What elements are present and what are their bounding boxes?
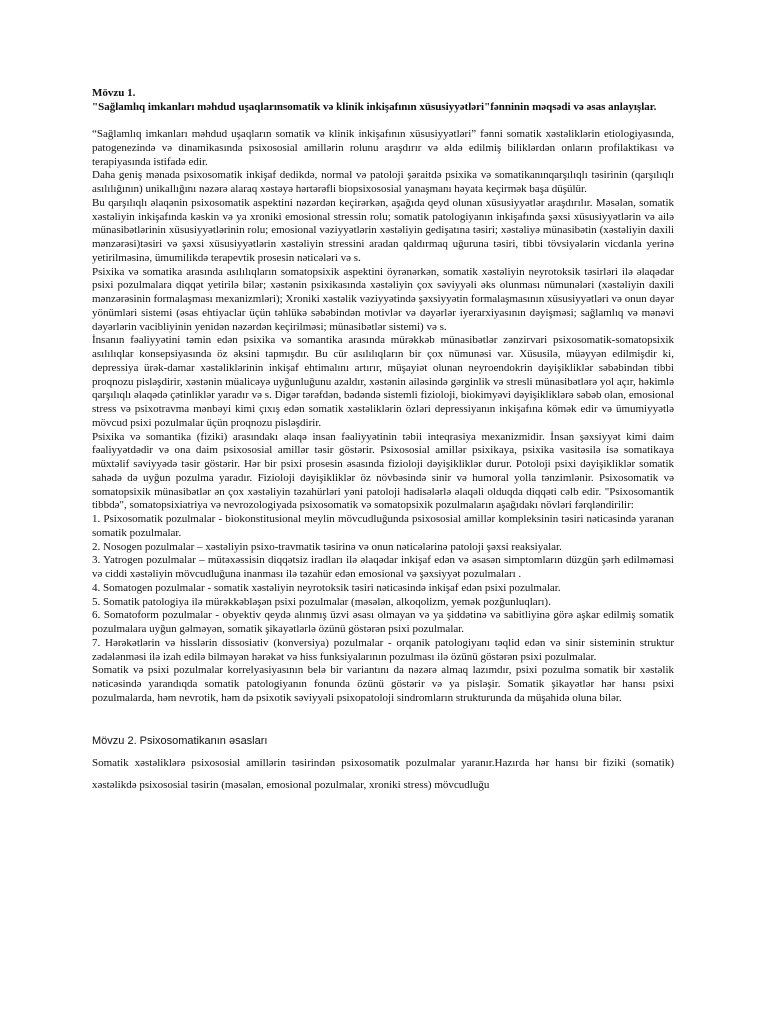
list-item: 5. Somatik patologiya ilə mürəkkəbləşən psixi pozulmalar (məsələn, alkoqolizm, yemək pozğunluqları). [92, 595, 551, 608]
list-item: 1. Psixosomatik pozulmalar - biokonstitusional meylin mövcudluğunda psixososial amillər kompleksinin təsiri nəticəsində yaranan somatik pozulmalar. [92, 513, 674, 539]
document-content [92, 86, 674, 796]
spacer [92, 114, 674, 128]
paragraph: “Sağlamlıq imkanları məhdud uşaqların somatik və klinik inkişafının xüsusiyyətləri” fənni somatik xəstəliklərin etiologiyasında, patogenezində və dinamikasında psixososial amillərin rolunu araşdırır və əldə edilmiş biliklərdən onların profilaktikası və terapiyasında istifadə edir. [92, 128, 674, 168]
list-item: 2. Nosogen pozulmalar – xəstəliyin psixo-travmatik təsirinə və onun nəticələrinə patoloji şəxsi reaksiyalar. [92, 540, 562, 553]
topic-title: "Sağlamlıq imkanları məhdud uşaqlarınsomatik və klinik inkişafının xüsusiyyətləri"fənninin məqsədi və əsas anlayışlar. [92, 101, 657, 113]
list-item: 3. Yatrogen pozulmalar – mütəxəssisin diqqətsiz iradları ilə əlaqədar inkişaf edən və əsasən simptomların düzgün şərh edilməməsi və ciddi xəstəliyin mövcudluğuna inanması ilə təzahür edən emosional və şəxsiyyət pozulmaları . [92, 554, 674, 580]
section-paragraph: Somatik xəstəliklərə psixososial amillərin təsirindən psixosomatik pozulmalar yaranır.Hazırda hər hansı bir fiziki (somatik) xəstəlikdə psixososial təsirin (məsələn, emosional pozulmalar, xroniki stress) mövcudluğu [92, 756, 674, 791]
list-item: 4. Somatogen pozulmalar - somatik xəstəliyin neyrotoksik təsiri nəticəsində inkişaf edən psixi pozulmalar. [92, 581, 561, 594]
list-item: 6. Somatoform pozulmalar - obyektiv qeydə alınmış üzvi əsası olmayan və ya şiddətinə və sabitliyinə görə aşkar edilmiş somatik pozulmalara uyğun gəlməyən, somatik şikayətlərlə özünü göstərən psixi pozulmalar. [92, 609, 674, 635]
paragraph: Bu qarşılıqlı əlaqənin psixosomatik aspektini nəzərdən keçirərkən, aşağıda qeyd olunan xüsusiyyətlər araşdırılır. Məsələn, somatik xəstəliyin inkişafında kəskin və ya xroniki emosional stressin rolu; somatik patologiyanın inkişafında şəxsi xüsusiyyətlərin və ailə münasibətlərinin xüsusiyyətlərinin rolu; emosional vəziyyətlərin xəstəliyin gedişatına təsiri; xəstəliyə münasibətin (xəstəliyin daxili mənzərəsi)təsiri və şəxsi xüsusiyyətlərin xəstəliyin stressini aradan qaldırmaq uğuruna təsiri, tibbi tövsiyələrin vicdanla yerinə yetirilməsinə, ümumilikdə terapevtik prosesin nəticələri və s. [92, 196, 674, 264]
paragraph: İnsanın fəaliyyətini təmin edən psixika və somantika arasında mürəkkəb münasibətlər zənzirvari psixosomatik-somatopsixik asılılıqlar konsepsiyasında öz əksini tapmışdır. Bu cür asılılıqların bir çox nümunəsi var. Xüsusilə, müəyyən edilmişdir ki, depressiya ürək-damar xəstəliklərinin inkişaf ehtimalını artırır, müşayiət olunan neyroendokrin dəyişikliklər səbəbindən tibbi proqnozu pisləşdirir, xəstənin müalicəyə uyğunluğunu azaldır, xəstənin ailəsində gərginlik və stresli münasibətlərə yol açır, həkimlə qarşılıqlı əlaqədə çətinliklər yaradır və s. Digər tərəfdən, bədəndə sistemli fizioloji, biokimyəvi dəyişikliklərə səbəb olan, emosional stress və psixotravma mənbəyi kimi çıxış edən somatik xəstəliklərin özləri depressiyanın inkişafına kömək edir və ümumiyyətlə mövcud psixi pozulmalar üçün proqnozu pisləşdirir. [92, 334, 674, 429]
paragraph: Psixika və somantika (fiziki) arasındakı əlaqə insan fəaliyyətinin təbii inteqrasiya mexanizmidir. İnsan şəxsiyyət kimi daim fəaliyyətdədir və ona daim psixososial amillər təsir göstərir. Psixososial amillər psixikaya, psixika vasitəsilə isə somatikaya müxtəlif səviyyədə təsir göstərir. Hər bir psixi prosesin əsasında fizioloji dəyişikliklər durur. Potoloji psixi dəyişikliklər somatik sahədə də uyğun pozulma yaradır. Fizioloji dəyişikliklər öz növbəsində sinir və humoral yolla tənzimlənir. Psixosomatik və somatopsixik münasibətlər ən çox xəstəliyin təzahürləri yəni patoloji hadisələrlə əlaqəli olduqda diqqəti cəlb edir. "Psixosomantik tibbdə", somatopsixiatriya və nevrozologiyada psixosomatik və somatopsixik pozulmaların aşağıdakı növləri fərqləndirilir: [92, 430, 674, 512]
section-title: Mövzu 2. Psixosomatikanın əsasları [92, 734, 268, 747]
topic-heading: Mövzu 1. [92, 87, 136, 99]
list-item: 7. Hərəkətlərin və hisslərin dissosiativ (konversiya) pozulmalar - orqanik patologiyanı təqlid edən və sinir sisteminin struktur zədələnməsi ilə izah edilə bilməyən hərəkət və hiss funksiyalarının pozulması ilə özünü göstərən psixi pozulmalar. [92, 636, 674, 663]
paragraph: Daha geniş mənada psixosomatik inkişaf dedikdə, normal və patoloji şəraitdə psixika və somatikanınqarşılıqlı təsirinin (qarşılıqlı asılılığının) unikallığını nəzərə alaraq xəstəyə hərtərəfli biopsixososial yanaşmanı həyata keçirmək başa düşülür. [92, 169, 674, 195]
spacer [92, 706, 674, 734]
paragraph: Psixika və somatika arasında asılılıqların somatopsixik aspektini öyrənərkən, somatik xəstəliyin neyrotoksik təsirləri ilə əlaqədar psixi pozulmalara diqqət yetirilə bilər; xəstənin psixikasında xəstəliyin çox səviyyəli əks olunması nümunələri (xəstəliyin daxili mənzərəsinin formalaşması mexanizmləri); Xroniki xəstəlik vəziyyətində şəxsiyyətin formalaşmasının xüsusiyyətləri və onun dəyər yönümləri sistemi (əsas ehtiyaclar üçün təhlükə səbəbindən motivlər və dəyərlər iyerarxiyasının dəyişməsi; sağlamlıq və mənəvi dəyərlərin vacibliyinin yenidən nəzərdən keçirilməsi; münasibətlər sistemi) və s. [92, 265, 674, 333]
paragraph: Somatik və psixi pozulmalar korrelyasiyasının belə bir variantını da nəzərə almaq lazımdır, psixi pozulma somatik bir xəstəlik nəticəsində yarandıqda somatik patologiyanın fonunda özünü göstərir və ya pisləşir. Somatik şikayətlər hər hansı psixi pozulmalarda, həm nevrotik, həm də psixotik səviyyəli psixopatoloji sindromların strukturunda da müşahidə oluna bilər. [92, 664, 674, 704]
